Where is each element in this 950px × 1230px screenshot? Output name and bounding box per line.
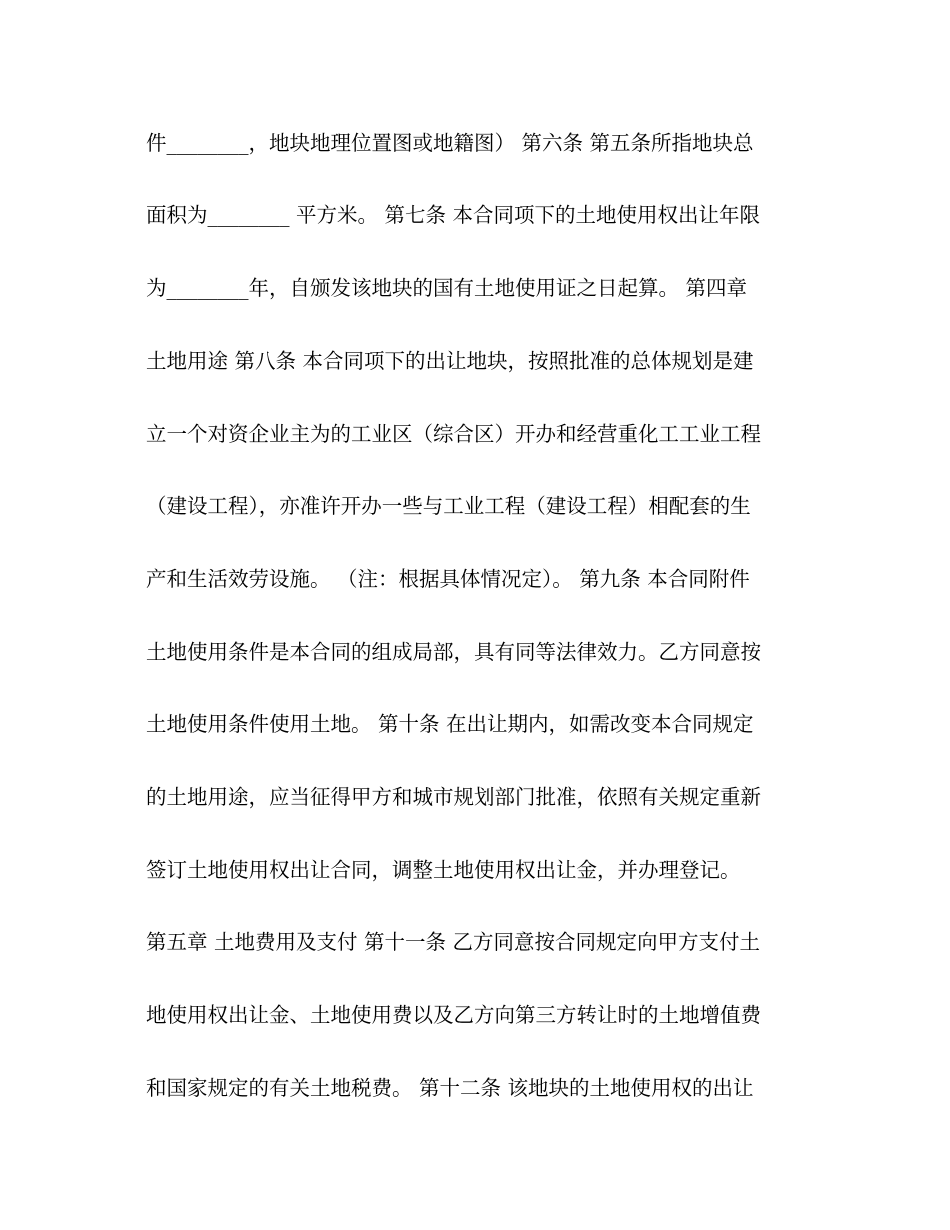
text-line: 土地使用条件是本合同的组成局部，具有同等法律效力。乙方同意按 bbox=[146, 640, 761, 664]
text-line: 件________，地块地理位置图或地籍图） 第六条 第五条所指地块总 bbox=[146, 131, 754, 155]
text-line: 第五章 土地费用及支付 第十一条 乙方同意按合同规定向甲方支付土 bbox=[146, 930, 761, 954]
text-line: 签订土地使用权出让合同，调整土地使用权出让金，并办理登记。 bbox=[146, 858, 741, 882]
text-line: （建设工程），亦准许开办一些与工业工程（建设工程）相配套的生 bbox=[146, 494, 751, 518]
text-line: 的土地用途，应当征得甲方和城市规划部门批准，依照有关规定重新 bbox=[146, 785, 761, 809]
text-line: 面积为________ 平方米。 第七条 本合同项下的土地使用权出让年限 bbox=[146, 203, 761, 227]
text-line: 和国家规定的有关土地税费。 第十二条 该地块的土地使用权的出让 bbox=[146, 1076, 754, 1100]
text-line: 土地使用条件使用土地。 第十条 在出让期内，如需改变本合同规定 bbox=[146, 712, 754, 736]
text-line: 立一个对资企业主为的工业区（综合区）开办和经营重化工工业工程 bbox=[146, 422, 761, 446]
text-line: 地使用权出让金、土地使用费以及乙方向第三方转让时的土地增值费 bbox=[146, 1003, 761, 1027]
text-line: 产和生活效劳设施。 （注：根据具体情况定）。 第九条 本合同附件 bbox=[146, 567, 750, 591]
text-line: 土地用途 第八条 本合同项下的出让地块，按照批准的总体规划是建 bbox=[146, 349, 754, 373]
text-line: 为________年，自颁发该地块的国有土地使用证之日起算。 第四章 bbox=[146, 276, 748, 300]
